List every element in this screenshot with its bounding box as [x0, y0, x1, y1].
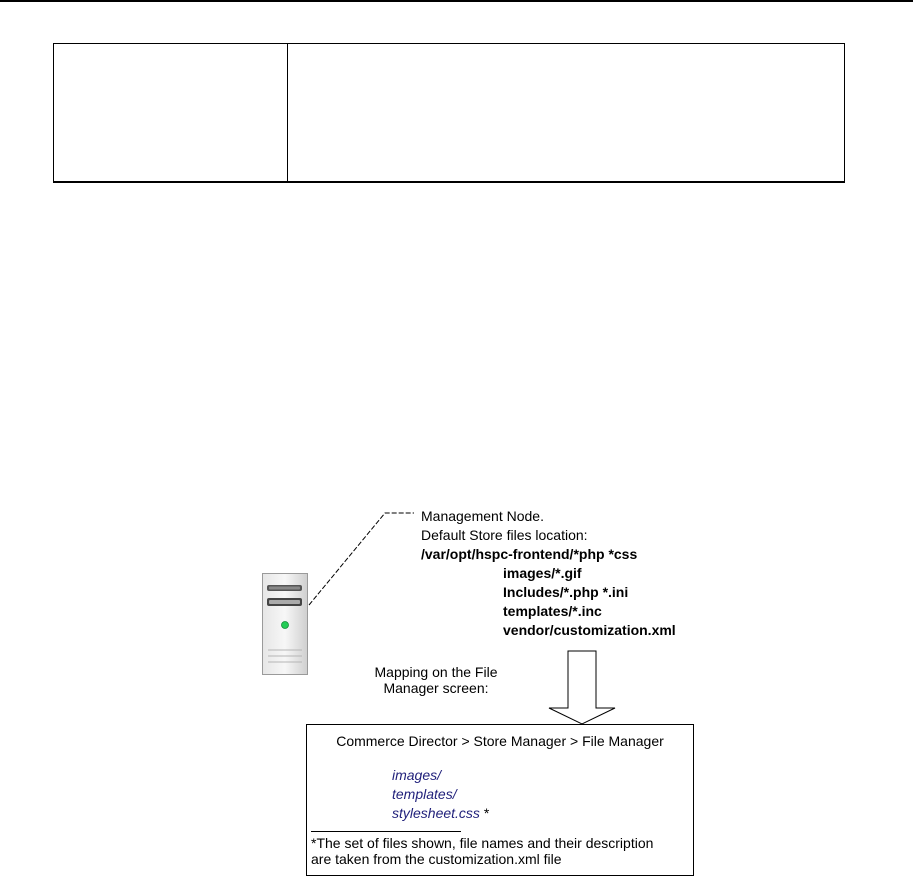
mapping-line: Manager screen:: [383, 680, 489, 696]
breadcrumb: Commerce Director > Store Manager > File Manager: [336, 733, 664, 749]
mapping-line: Mapping on the File: [374, 664, 498, 680]
file-item: [392, 804, 489, 823]
status-led: [282, 622, 289, 629]
file-item: templates/: [392, 786, 457, 802]
file-manager-box: [306, 724, 694, 876]
node-title: Management Node.: [421, 508, 544, 524]
root-path: /var/opt/hspc-frontend/*php *css: [421, 546, 638, 562]
sub-path: images/*.gif: [503, 565, 582, 581]
sub-path: templates/*.inc: [503, 603, 602, 619]
table-column-divider: [287, 44, 288, 181]
header-rule: [0, 0, 913, 2]
file-name: stylesheet.css: [392, 805, 480, 821]
callout-leader-line: [309, 513, 414, 605]
footnote-marker: *: [479, 805, 490, 821]
mapping-label: [362, 664, 510, 696]
server-icon: [262, 573, 308, 675]
footnote-rule: [311, 831, 461, 832]
location-label: Default Store files location:: [421, 527, 588, 543]
mapping-arrow: [549, 651, 615, 724]
sub-path: vendor/customization.xml: [503, 622, 676, 638]
empty-table: [53, 43, 845, 183]
sub-path: Includes/*.php *.ini: [503, 584, 629, 600]
footnote-line: are taken from the customization.xml file: [311, 851, 562, 867]
footnote: [311, 835, 687, 867]
file-list: [392, 766, 489, 823]
management-node-callout: [421, 507, 676, 640]
footnote-line: *The set of files shown, file names and their description: [311, 835, 654, 851]
file-item: images/: [392, 767, 442, 783]
